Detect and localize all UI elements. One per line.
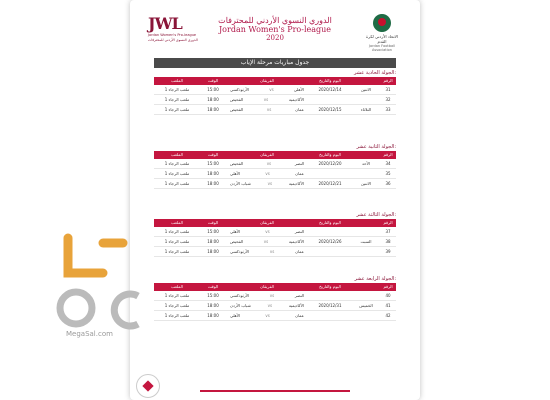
home-team: النصر (294, 161, 304, 166)
stadium-cell: ملعب الرجاء 1 (164, 239, 190, 244)
match-number-cell: 38 (385, 239, 391, 244)
date-cell: 2020/12/14 (318, 87, 342, 92)
date-cell: 2020/12/15 (318, 107, 342, 112)
vs-label: vs (267, 181, 273, 186)
home-team: عمان (295, 249, 304, 254)
match-number-cell: 39 (385, 249, 391, 254)
col-day (352, 77, 380, 85)
day-cell: الاثنين (361, 87, 371, 92)
date-cell: 2020/12/21 (318, 181, 342, 186)
time-cell: 15:00 (207, 229, 219, 234)
table-header (154, 77, 396, 85)
title-arabic: الدوري النسوي الأردني للمحترفات (218, 16, 332, 25)
page-footer (140, 380, 410, 392)
away-team: الفحيص (230, 97, 244, 102)
time-cell: 18:00 (207, 107, 219, 112)
stadium-cell: ملعب الرجاء 1 (164, 97, 190, 102)
col-day (352, 151, 380, 159)
date-cell (308, 227, 352, 236)
stadium-cell: ملعب الرجاء 1 (164, 303, 190, 308)
home-team: عمان (295, 171, 304, 176)
jwl-logo (148, 14, 198, 52)
day-cell (352, 95, 380, 104)
vs-label: vs (269, 249, 275, 254)
date-cell: 2020/12/26 (318, 239, 342, 244)
col-stadium: الملعب (171, 152, 183, 157)
home-team: الأكاديمية (288, 303, 304, 308)
col-date: اليوم والتاريخ (319, 78, 341, 83)
col-stadium: الملعب (171, 220, 183, 225)
away-team: شباب الأردن (230, 181, 251, 186)
page-header (140, 12, 410, 56)
football-icon (136, 374, 160, 398)
vs-label: vs (267, 303, 273, 308)
jfa-crest-icon (373, 14, 391, 32)
day-cell (352, 169, 380, 178)
match-cell (226, 105, 308, 114)
jfa-name-ar: الاتحاد الأردني لكرة القدم (366, 34, 398, 44)
watermark-text: MegaSal.com (66, 330, 113, 338)
table-row (154, 159, 396, 169)
table-row (154, 237, 396, 247)
stadium-cell: ملعب الرجاء 1 (164, 313, 190, 318)
round-section (154, 144, 396, 189)
match-cell (226, 179, 308, 188)
col-date: اليوم والتاريخ (319, 152, 341, 157)
match-cell (226, 227, 308, 236)
day-cell: الأحد (362, 161, 370, 166)
away-team: الأهلي (230, 171, 241, 176)
table-row (154, 291, 396, 301)
home-team: الأكاديمية (288, 97, 304, 102)
table-header (154, 219, 396, 227)
date-cell: 2020/12/31 (318, 303, 342, 308)
round-section (154, 212, 396, 257)
jwl-logo-sub-ar: الدوري النسوي الأردني للمحترفات (148, 38, 198, 42)
home-team: عمان (295, 107, 304, 112)
day-cell (352, 227, 380, 236)
title-english: Jordan Women's Pro-league (218, 25, 332, 34)
home-team: الأكاديمية (288, 181, 304, 186)
vs-label: vs (265, 229, 270, 234)
stadium-cell: ملعب الرجاء 1 (164, 229, 190, 234)
table-row (154, 85, 396, 95)
col-time: الوقت (207, 152, 219, 157)
vs-label: vs (265, 171, 270, 176)
away-team: الفحيص (230, 239, 244, 244)
match-number-cell: 35 (385, 171, 391, 176)
vs-label: vs (266, 107, 272, 112)
match-cell (226, 311, 308, 320)
vs-label: vs (263, 97, 269, 102)
home-team: الأكاديمية (288, 239, 304, 244)
jwl-logo-sub-en: Jordan Women's Pro-league (148, 33, 197, 37)
away-team: الأرثوذكسي (230, 87, 250, 92)
round-title: الجولة الثالثة عشر: (356, 212, 396, 218)
match-number-cell: 40 (385, 293, 391, 298)
round-section (154, 276, 396, 321)
col-match: الفريقان (260, 284, 274, 289)
jwl-logo-text: JWL (148, 14, 182, 33)
time-cell: 18:00 (207, 239, 219, 244)
match-cell (226, 159, 308, 168)
away-team: الأرثوذكسي (230, 249, 250, 254)
away-team: الفحيص (230, 161, 244, 166)
round-section (154, 70, 396, 115)
round-title: الجولة الحادية عشر: (354, 70, 396, 76)
round-title: الجولة الثانية عشر: (356, 144, 396, 150)
round-title: الجولة الرابعة عشر: (354, 276, 396, 282)
match-number-cell: 41 (385, 303, 391, 308)
match-cell (226, 291, 308, 300)
home-team: النصر (294, 229, 304, 234)
day-cell (352, 291, 380, 300)
col-match: الفريقان (260, 78, 274, 83)
match-number-cell: 33 (385, 107, 391, 112)
stadium-cell: ملعب الرجاء 1 (164, 171, 190, 176)
day-cell: السبت (360, 239, 372, 244)
table-header (154, 151, 396, 159)
day-cell: الخميس (359, 303, 373, 308)
away-team: الأرثوذكسي (230, 293, 250, 298)
col-date: اليوم والتاريخ (319, 220, 341, 225)
footer-bar (200, 390, 350, 392)
home-team: عمان (295, 313, 304, 318)
stadium-cell: ملعب الرجاء 1 (164, 107, 190, 112)
vs-label: vs (266, 161, 272, 166)
col-date: اليوم والتاريخ (319, 284, 341, 289)
stadium-cell: ملعب الرجاء 1 (164, 293, 190, 298)
table-row (154, 169, 396, 179)
time-cell: 18:00 (207, 303, 219, 308)
jfa-name-en: Jordan Football Association (368, 44, 396, 52)
vs-label: vs (269, 293, 275, 298)
col-stadium: الملعب (171, 78, 183, 83)
time-cell: 15:00 (207, 161, 219, 166)
day-cell: الاثنين (361, 181, 371, 186)
jfa-logo (362, 14, 402, 52)
col-match: الفريقان (260, 220, 274, 225)
date-cell (308, 291, 352, 300)
table-header (154, 283, 396, 291)
match-number-cell: 37 (385, 229, 391, 234)
away-team: الأهلي (230, 229, 241, 234)
watermark-logo-icon (48, 228, 148, 338)
table-row (154, 301, 396, 311)
table-row (154, 179, 396, 189)
stadium-cell: ملعب الرجاء 1 (164, 181, 190, 186)
col-time: الوقت (207, 284, 219, 289)
away-team: الفحيص (230, 107, 244, 112)
table-row (154, 227, 396, 237)
title-year: 2020 (266, 34, 284, 42)
vs-label: vs (269, 87, 274, 92)
date-cell: 2020/12/20 (318, 161, 342, 166)
date-cell (308, 311, 352, 320)
table-row (154, 95, 396, 105)
away-team: شباب الأردن (230, 303, 251, 308)
day-cell (352, 311, 380, 320)
day-cell (352, 247, 380, 256)
col-day (352, 219, 380, 227)
document-page (140, 4, 410, 396)
col-time: الوقت (207, 220, 219, 225)
col-match: الفريقان (260, 152, 274, 157)
table-row (154, 247, 396, 257)
match-cell (226, 301, 308, 310)
date-cell (308, 95, 352, 104)
page-title (210, 16, 340, 42)
stadium-cell: ملعب الرجاء 1 (164, 161, 190, 166)
col-no: الرقم (383, 78, 393, 83)
match-number-cell: 32 (385, 97, 391, 102)
date-cell (308, 169, 352, 178)
match-cell (226, 247, 308, 256)
match-number-cell: 36 (385, 181, 391, 186)
schedule-banner: جدول مباريات مرحلة الإياب (154, 58, 396, 68)
table-row (154, 105, 396, 115)
match-cell (226, 85, 308, 94)
match-cell (226, 237, 308, 246)
time-cell: 18:00 (207, 181, 219, 186)
stadium-cell: ملعب الرجاء 1 (164, 249, 190, 254)
col-no: الرقم (383, 220, 393, 225)
time-cell: 18:00 (207, 97, 219, 102)
away-team: الأهلي (230, 313, 241, 318)
col-stadium: الملعب (171, 284, 183, 289)
col-time: الوقت (207, 78, 219, 83)
col-day (352, 283, 380, 291)
stadium-cell: ملعب الرجاء 1 (164, 87, 190, 92)
date-cell (308, 247, 352, 256)
time-cell: 18:00 (207, 171, 219, 176)
col-no: الرقم (383, 284, 393, 289)
vs-label: vs (265, 313, 270, 318)
match-number-cell: 42 (385, 313, 391, 318)
table-row (154, 311, 396, 321)
match-cell (226, 95, 308, 104)
match-number-cell: 34 (385, 161, 391, 166)
time-cell: 18:00 (207, 313, 219, 318)
time-cell: 15:00 (207, 293, 219, 298)
home-team: النصر (294, 293, 304, 298)
match-number-cell: 31 (385, 87, 391, 92)
col-no: الرقم (383, 152, 393, 157)
home-team: الأهلي (293, 87, 304, 92)
match-cell (226, 169, 308, 178)
day-cell: الثلاثاء (360, 107, 372, 112)
time-cell: 18:00 (207, 249, 219, 254)
vs-label: vs (263, 239, 269, 244)
time-cell: 15:00 (207, 87, 219, 92)
